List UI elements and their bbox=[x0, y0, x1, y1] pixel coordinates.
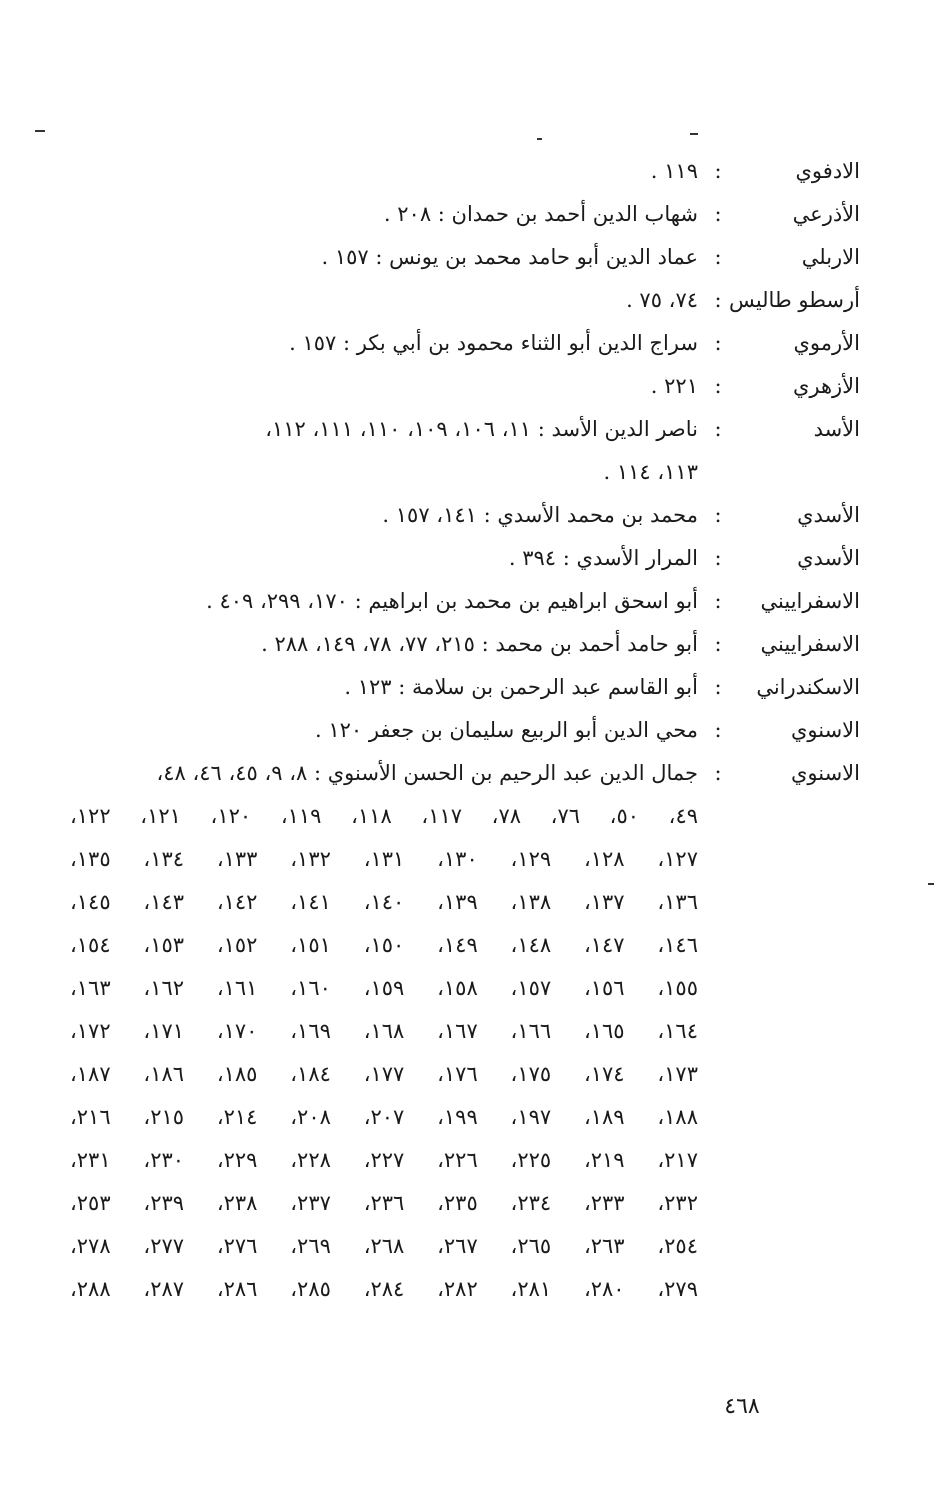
entry-name: أرسطو طاليس bbox=[729, 288, 860, 312]
entry-name: الأذرعي bbox=[792, 202, 860, 226]
entry-text: ١١٣، ١١٤ . bbox=[603, 460, 698, 484]
index-entry bbox=[70, 150, 860, 193]
entry-separator: : bbox=[714, 288, 722, 312]
entry-text: ٤٩، ٥٠، ٧٦، ٧٨، ١١٧، ١١٨، ١١٩، ١٢٠، ١٢١، ١٢٢، bbox=[70, 804, 698, 828]
entry-name: الأرموي bbox=[793, 331, 860, 355]
entry-name: الاسنوي bbox=[790, 761, 860, 785]
index-entry bbox=[70, 666, 860, 709]
index-entry bbox=[70, 408, 860, 451]
entry-continuation bbox=[70, 1268, 860, 1311]
entry-text: ٢٧٩، ٢٨٠، ٢٨١، ٢٨٢، ٢٨٤، ٢٨٥، ٢٨٦، ٢٨٧، ٢٨٨، bbox=[70, 1277, 698, 1301]
entry-continuation bbox=[70, 1010, 860, 1053]
entry-name: الأسد bbox=[813, 417, 860, 441]
entry-text: محمد بن محمد الأسدي : ١٤١، ١٥٧ . bbox=[382, 503, 698, 527]
entry-name: الاسنوي bbox=[790, 718, 860, 742]
scan-mark bbox=[690, 133, 698, 135]
entry-name: الادفوي bbox=[795, 159, 860, 183]
scan-mark bbox=[35, 130, 45, 132]
entry-separator: : bbox=[714, 589, 722, 613]
entry-separator: : bbox=[714, 331, 722, 355]
entry-separator: : bbox=[714, 675, 722, 699]
entry-continuation bbox=[70, 1182, 860, 1225]
entry-text: ٢٣٢، ٢٣٣، ٢٣٤، ٢٣٥، ٢٣٦، ٢٣٧، ٢٣٨، ٢٣٩، ٢٥٣، bbox=[70, 1191, 698, 1215]
name-index bbox=[70, 150, 860, 1311]
entry-text: ٢١٧، ٢١٩، ٢٢٥، ٢٢٦، ٢٢٧، ٢٢٨، ٢٢٩، ٢٣٠، ٢٣١، bbox=[70, 1148, 698, 1172]
entry-name: الاسفراييني bbox=[760, 632, 860, 656]
entry-continuation bbox=[70, 1139, 860, 1182]
index-entry bbox=[70, 580, 860, 623]
entry-separator: : bbox=[714, 374, 722, 398]
entry-separator: : bbox=[714, 245, 722, 269]
entry-name: الأسدي bbox=[797, 546, 860, 570]
entry-name: الأزهري bbox=[792, 374, 860, 398]
entry-text: عماد الدين أبو حامد محمد بن يونس : ١٥٧ . bbox=[321, 245, 698, 269]
entry-continuation bbox=[70, 967, 860, 1010]
entry-text: ٧٤، ٧٥ . bbox=[626, 288, 698, 312]
index-entry bbox=[70, 279, 860, 322]
index-entry bbox=[70, 322, 860, 365]
entry-name: الأسدي bbox=[797, 503, 860, 527]
entry-name: الاسفراييني bbox=[760, 589, 860, 613]
entry-text: محي الدين أبو الربيع سليمان بن جعفر ١٢٠ . bbox=[314, 718, 698, 742]
scan-mark bbox=[928, 883, 934, 885]
page-number: ٤٦٨ bbox=[724, 1394, 760, 1419]
entry-continuation bbox=[70, 1053, 860, 1096]
index-entry bbox=[70, 236, 860, 279]
entry-text: أبو القاسم عبد الرحمن بن سلامة : ١٢٣ . bbox=[344, 675, 698, 699]
entry-separator: : bbox=[714, 546, 722, 570]
entry-text: المرار الأسدي : ٣٩٤ . bbox=[508, 546, 698, 570]
entry-name: الاسكندراني bbox=[756, 675, 860, 699]
index-entry bbox=[70, 365, 860, 408]
entry-separator: : bbox=[714, 761, 722, 785]
entry-text: أبو اسحق ابراهيم بن محمد بن ابراهيم : ١٧٠، ٢٩٩، ٤٠٩ . bbox=[206, 589, 698, 613]
entry-text: ١٥٥، ١٥٦، ١٥٧، ١٥٨، ١٥٩، ١٦٠، ١٦١، ١٦٢، ١٦٣، bbox=[70, 976, 698, 1000]
index-entry bbox=[70, 537, 860, 580]
entry-separator: : bbox=[714, 503, 722, 527]
index-entry bbox=[70, 193, 860, 236]
index-entry bbox=[70, 709, 860, 752]
entry-continuation bbox=[70, 795, 860, 838]
entry-separator: : bbox=[714, 417, 722, 441]
entry-continuation bbox=[70, 924, 860, 967]
entry-text: ١٦٤، ١٦٥، ١٦٦، ١٦٧، ١٦٨، ١٦٩، ١٧٠، ١٧١، ١٧٢، bbox=[70, 1019, 698, 1043]
entry-text: ٢٥٤، ٢٦٣، ٢٦٥، ٢٦٧، ٢٦٨، ٢٦٩، ٢٧٦، ٢٧٧، ٢٧٨، bbox=[70, 1234, 698, 1258]
entry-separator: : bbox=[714, 159, 722, 183]
index-entry bbox=[70, 623, 860, 666]
entry-continuation bbox=[70, 881, 860, 924]
entry-text: ناصر الدين الأسد : ١١، ١٠٦، ١٠٩، ١١٠، ١١١، ١١٢، bbox=[265, 417, 698, 441]
entry-continuation bbox=[70, 838, 860, 881]
entry-text: شهاب الدين أحمد بن حمدان : ٢٠٨ . bbox=[383, 202, 698, 226]
entry-text: ١٤٦، ١٤٧، ١٤٨، ١٤٩، ١٥٠، ١٥١، ١٥٢، ١٥٣، ١٥٤، bbox=[70, 933, 698, 957]
entry-text: سراج الدين أبو الثناء محمود بن أبي بكر : ١٥٧ . bbox=[289, 331, 698, 355]
entry-continuation bbox=[70, 451, 860, 494]
entry-separator: : bbox=[714, 632, 722, 656]
index-entry bbox=[70, 752, 860, 795]
entry-separator: : bbox=[714, 718, 722, 742]
entry-text: ١٧٣، ١٧٤، ١٧٥، ١٧٦، ١٧٧، ١٨٤، ١٨٥، ١٨٦، ١٨٧، bbox=[70, 1062, 698, 1086]
entry-separator: : bbox=[714, 202, 722, 226]
entry-text: ١٣٦، ١٣٧، ١٣٨، ١٣٩، ١٤٠، ١٤١، ١٤٢، ١٤٣، ١٤٥، bbox=[70, 890, 698, 914]
entry-name: الاربلي bbox=[801, 245, 860, 269]
entry-text: ١١٩ . bbox=[650, 159, 698, 183]
entry-text: ١٨٨، ١٨٩، ١٩٧، ١٩٩، ٢٠٧، ٢٠٨، ٢١٤، ٢١٥، ٢١٦، bbox=[70, 1105, 698, 1129]
entry-continuation bbox=[70, 1096, 860, 1139]
index-entry bbox=[70, 494, 860, 537]
entry-continuation bbox=[70, 1225, 860, 1268]
entry-text: أبو حامد أحمد بن محمد : ٢١٥، ٧٧، ٧٨، ١٤٩، ٢٨٨ . bbox=[261, 632, 698, 656]
entry-text: جمال الدين عبد الرحيم بن الحسن الأسنوي : ٨، ٩، ٤٥، ٤٦، ٤٨، bbox=[156, 761, 698, 785]
entry-text: ١٢٧، ١٢٨، ١٢٩، ١٣٠، ١٣١، ١٣٢، ١٣٣، ١٣٤، ١٣٥، bbox=[70, 847, 698, 871]
entry-text: ٢٢١ . bbox=[650, 374, 698, 398]
scan-mark bbox=[537, 138, 542, 140]
